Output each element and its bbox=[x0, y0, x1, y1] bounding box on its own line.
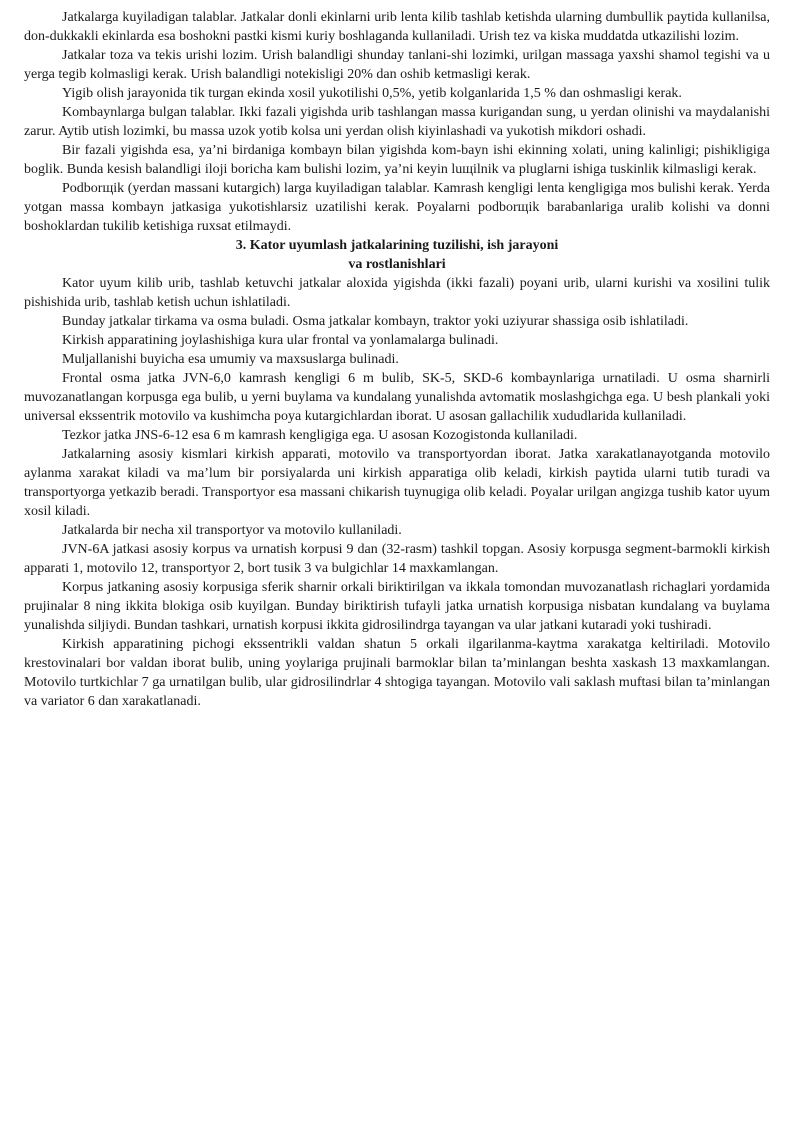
paragraph-body-mounting: Korpus jatkaning asosiy korpusiga sferik sharnir orkali biriktirilgan va ikkala tomondan muvozanatlash richaglari yordamida prujinalar 8 ning ikkita blokiga osib kuyilgan. Bunday biriktirish tufayli jatka urnatish korpusiga nisbatan kundalang va buylama yunalishda siljiydi. Bundan tashkari, urnatish korpusi ikkita gidrosilindrga tayangan va ular jatkani kutaradi yoki tushiradi. bbox=[24, 580, 770, 633]
paragraph-single-phase: Bir fazali yigishda esa, ya’ni birdaniga kombayn bilan yigishda kom-bayn ishi ekinning xolati, uning kalinligi; pishikligiga boglik. Bunda kesish balandligi iloji boricha kam bulishi lozim, ya’ni keyin luщilnik va pluglarni ishiga tuskinlik kilmasligi kerak. bbox=[24, 143, 770, 177]
paragraph-combine-requirements: Kombaynlarga bulgan talablar. Ikki fazali yigishda urib tashlangan massa kurigandan sung, u yerdan olinishi va maydalanishi zarur. Aytib utish lozimki, bu massa uzok yotib kolsa uni yerdan olish kiyinlashadi va yukotish mikdori oshadi. bbox=[24, 105, 770, 139]
paragraph-jns-6-12: Tezkor jatka JNS-6-12 esa 6 m kamrash kengligiga ega. U asosan Kozogistonda kullaniladi. bbox=[62, 428, 578, 443]
paragraph-windrower-purpose: Kator uyum kilib urib, tashlab ketuvchi jatkalar aloxida yigishda (ikki fazali) poyani urib, ularni kurishi va xosilini tulik pishishida urib, tashlab ketish uchun ishlatiladi. bbox=[24, 276, 770, 310]
paragraph-transporter-types: Jatkalarda bir necha xil transportyor va motovilo kullaniladi. bbox=[62, 523, 402, 538]
paragraph-cutting-height: Jatkalar toza va tekis urishi lozim. Urish balandligi shunday tanlani-shi lozimki, urilgan massaga yaxshi shamol tegishi va u yerga tegib kolmasligi kerak. Urish balandligi notekisligi 20% dan oshib ketmasligi kerak. bbox=[24, 48, 770, 82]
paragraph-jvn-6a: JVN-6A jatkasi asosiy korpus va urnatish korpusi 9 dan (32-rasm) tashkil topgan. Asosiy korpusga segment-barmokli kirkish apparati 1, motovilo 12, transportyor 2, bort tusik 3 va bulgichlar 14 maxkamlangan. bbox=[24, 542, 770, 576]
paragraph-jvn-6: Frontal osma jatka JVN-6,0 kamrash kengligi 6 m bulib, SK-5, SKD-6 kombaynlariga urnatiladi. U osma sharnirli muvozanatlangan korpusga ega bulib, u yerni buylama va kundalang yunalishda avtomatik moslashgichga ega. U besh plankali yoki universal ekssentrik motovilo va kushimcha poya kutargichlardan iborat. U asosan gallachilik xududlarida kullaniladi. bbox=[24, 371, 770, 424]
paragraph-main-parts: Jatkalarning asosiy kismlari kirkish apparati, motovilo va transportyordan iborat. Jatka xarakatlanayotganda motovilo aylanma xarakat kiladi va ma’lum bir porsiyalarda uni kirkish apparatiga olib keladi, kirkish paytida ularni tutib turadi va transportyorga yetkazib beradi. Transportyor esa massani chikarish tuynugiga olib keladi. Poyalar urilgan angizga tushib kator uyum xosil kiladi. bbox=[24, 447, 770, 519]
document-page bbox=[24, 8, 770, 711]
paragraph-harvest-losses: Yigib olish jarayonida tik turgan ekinda xosil yukotilishi 0,5%, yetib kolganlarida 1,5 % dan oshmasligi kerak. bbox=[62, 86, 682, 101]
paragraph-headers-requirements: Jatkalarga kuyiladigan talablar. Jatkalar donli ekinlarni urib lenta kilib tashlab ketishda ularning dumbullik paytida kullanilsa, don-dukkakli ekinlarda esa boshokni pastki kismi kuriy boshlaganda kullaniladi. Urish tez va kiska muddatda utkazilishi lozim. bbox=[24, 10, 770, 44]
paragraph-mounting-types: Bunday jatkalar tirkama va osma buladi. Osma jatkalar kombayn, traktor yoki uziyurar shassiga osib ishlatiladi. bbox=[62, 314, 689, 329]
section-heading-line-1: 3. Kator uyumlash jatkalarining tuzilishi, ish jarayoni bbox=[235, 238, 559, 253]
section-heading-line-2: va rostlanishlari bbox=[348, 257, 446, 272]
paragraph-knife-drive: Kirkish apparatining pichogi ekssentrikli valdan shatun 5 orkali ilgarilanma-kaytma xarakatga keltiriladi. Motovilo krestovinalari bor valdan iborat bulib, uning yoylariga prujinali barmoklar bilan ta’minlangan beshta xaskash 13 maxkamlangan. Motovilo turtkichlar 7 ga urnatilgan bulib, ular gidrosilindrlar 4 shtogiga tayangan. Motovilo vali saklash muftasi bilan ta’minlangan va variator 6 dan xarakatlanadi. bbox=[24, 637, 770, 709]
paragraph-purpose-classes: Muljallanishi buyicha esa umumiy va maxsuslarga bulinadi. bbox=[62, 352, 399, 367]
paragraph-pickup-requirements: Podborщik (yerdan massani kutargich) larga kuyiladigan talablar. Kamrash kengligi lenta kengligiga mos bulishi kerak. Yerda yotgan massa kombayn jatkasiga yukotishlarsiz uzatilishi kerak. Poyalarni podborщik barabanlariga uralib kolishi va donni boshoklardan tukilib ketishiga ruxsat etilmaydi. bbox=[24, 181, 770, 234]
paragraph-cutter-placement: Kirkish apparatining joylashishiga kura ular frontal va yonlamalarga bulinadi. bbox=[62, 333, 499, 348]
